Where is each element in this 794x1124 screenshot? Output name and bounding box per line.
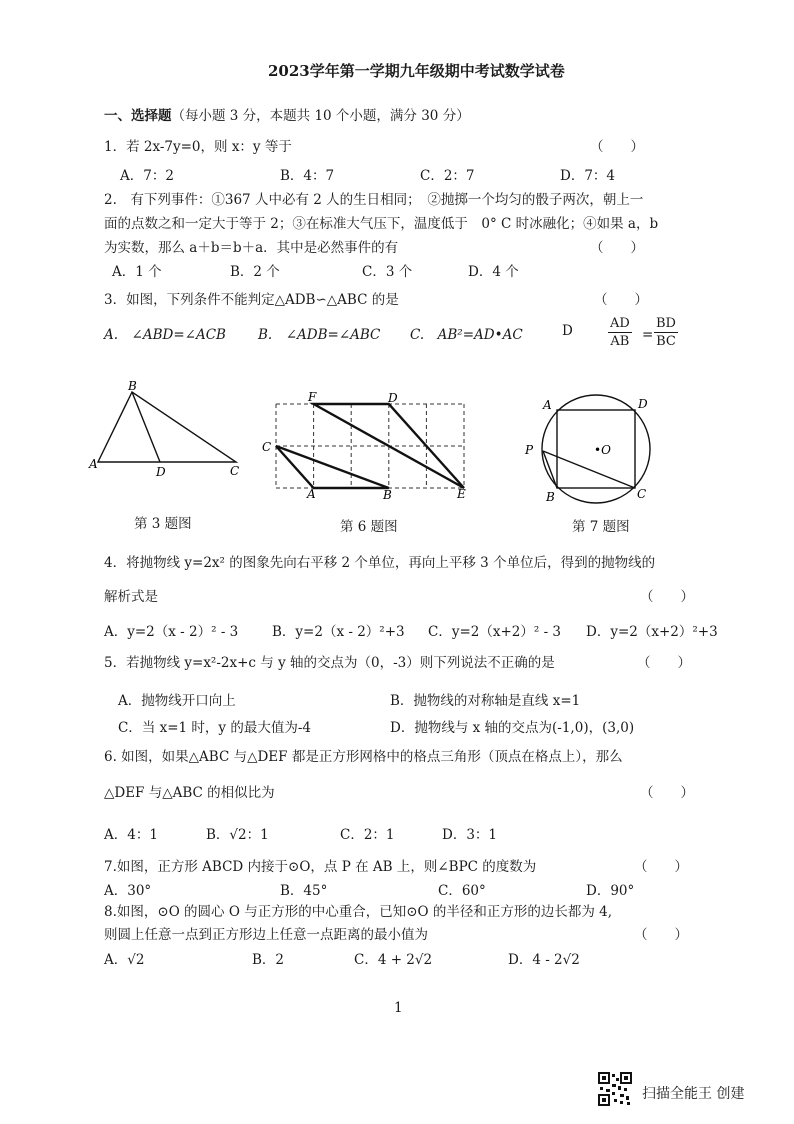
q6-option-b: B．√2：1 [206, 827, 269, 843]
fig3-segment-bd [132, 392, 160, 462]
section-heading: 一、选择题 [104, 108, 172, 124]
q1-option-d: D．7：4 [560, 168, 616, 184]
q3-option-a: A. ∠ABD=∠ACB [104, 327, 226, 343]
q3-frac-right-den: BC [656, 334, 676, 349]
figure-7-circle [520, 380, 660, 510]
fig7-label-a: A [543, 398, 552, 412]
q8-option-c: C．4 + 2√2 [354, 952, 433, 968]
scanner-watermark: 扫描全能王 创建 [642, 1086, 745, 1102]
q3-bracket: （ ） [594, 292, 648, 308]
q3-frac-left-num: AD [610, 316, 630, 331]
q4-option-c: C．y=2（x+2）² - 3 [428, 624, 562, 640]
q4-option-a: A．y=2（x - 2）² - 3 [104, 624, 239, 640]
fig6-dashed-grid [276, 404, 464, 488]
figure-3-triangle [88, 380, 248, 480]
q8-option-a: A．√2 [104, 952, 145, 968]
q7-option-c: C．60° [438, 883, 486, 899]
q7-stem: 7.如图，正方形 ABCD 内接于⊙O，点 P 在 AB 上，则∠BPC 的度数为 [104, 859, 537, 875]
q1-option-a: A．7：2 [120, 168, 174, 184]
q6-option-a: A．4：1 [104, 827, 158, 843]
fig7-label-c: C [637, 487, 647, 501]
fig7-label-d: D [638, 397, 648, 411]
q1-option-b: B．4：7 [280, 168, 335, 184]
q7-bracket: （ ） [634, 859, 688, 875]
q3-frac-left-den: AB [610, 334, 630, 349]
q5-stem: 5．若抛物线 y=x²-2x+c 与 y 轴的交点为（0，-3）则下列说法不正确的是 [104, 655, 555, 671]
q2-option-d: D．4 个 [468, 264, 519, 280]
figure-7-caption: 第 7 题图 [572, 519, 630, 535]
fig3-label-b: B [128, 380, 137, 393]
q6-option-c: C．2：1 [340, 827, 395, 843]
fig6-label-e: E [457, 487, 466, 500]
fig7-segment-pb [543, 451, 557, 488]
page-title: 2023学年第一学期九年级期中考试数学试卷 [268, 62, 565, 80]
qr-code-icon [598, 1072, 632, 1106]
fig6-label-f: F [308, 390, 317, 404]
q8-bracket: （ ） [634, 927, 688, 943]
fig7-label-o: •O [594, 443, 611, 457]
q6-line-2: △DEF 与△ABC 的相似比为 [104, 785, 275, 801]
q6-bracket: （ ） [640, 785, 694, 801]
fig3-label-a: A [89, 457, 98, 471]
q3-stem: 3．如图，下列条件不能判定△ADB∽△ABC 的是 [104, 292, 399, 308]
q3-frac-equals: = [642, 327, 654, 343]
figure-6-grid [258, 390, 478, 500]
q5-option-c: C．当 x=1 时，y 的最大值为-4 [118, 720, 311, 736]
q3-frac-right-num: BD [656, 316, 676, 331]
q5-option-d: D．抛物线与 x 轴的交点为(-1,0)，(3,0) [390, 720, 635, 736]
fig3-label-c: C [230, 464, 240, 478]
fig6-label-d: D [388, 391, 398, 405]
q5-bracket: （ ） [637, 655, 691, 671]
q2-option-b: B．2 个 [230, 264, 280, 280]
q7-option-d: D．90° [586, 883, 635, 899]
fig6-label-c: C [262, 440, 272, 454]
q3-fraction-right [654, 316, 678, 349]
q4-option-d: D．y=2（x+2）²+3 [586, 624, 718, 640]
q8-option-b: B．2 [252, 952, 285, 968]
q2-option-a: A．1 个 [112, 264, 162, 280]
q7-option-b: B．45° [280, 883, 328, 899]
q4-line-1: 4．将抛物线 y=2x² 的图象先向右平移 2 个单位，再向上平移 3 个单位后，得到的抛物线的 [104, 555, 656, 571]
q3-option-d: D [562, 323, 573, 339]
q2-bracket: （ ） [590, 240, 644, 256]
q4-option-b: B．y=2（x - 2）²+3 [272, 624, 405, 640]
page-number: 1 [394, 1000, 403, 1016]
figure-3-caption: 第 3 题图 [134, 516, 192, 532]
q7-option-a: A．30° [104, 883, 152, 899]
q1-option-c: C．2：7 [420, 168, 475, 184]
q1-bracket: （ ） [590, 139, 644, 155]
q4-bracket: （ ） [640, 589, 694, 605]
fig7-label-p: P [525, 443, 534, 457]
q1-stem: 1．若 2x-7y=0，则 x：y 等于 [104, 139, 292, 155]
q2-line-3: 为实数，那么 a＋b＝b＋a．其中是必然事件的有 [104, 240, 399, 256]
section-header [104, 104, 470, 124]
q3-option-c: C. AB²=AD•AC [410, 327, 523, 343]
q4-line-2: 解析式是 [104, 589, 158, 605]
section-note: （每小题 3 分，本题共 10 个小题，满分 30 分） [171, 108, 470, 124]
q6-line-1: 6. 如图，如果△ABC 与△DEF 都是正方形网格中的格点三角形（顶点在格点上），那么 [104, 749, 623, 765]
q8-option-d: D．4 - 2√2 [508, 952, 580, 968]
q2-line-1: 2. 有下列事件：①367 人中必有 2 人的生日相同； ②抛掷一个均匀的骰子两次，朝上一 [104, 192, 644, 208]
fig6-triangle-abc [276, 446, 389, 488]
q3-option-b: B. ∠ADB=∠ABC [258, 327, 381, 343]
q6-option-d: D．3：1 [442, 827, 498, 843]
fig7-label-b: B [546, 490, 555, 504]
q2-option-c: C．3 个 [362, 264, 413, 280]
fig3-label-d: D [156, 465, 166, 479]
figure-6-caption: 第 6 题图 [340, 519, 398, 535]
q3-fraction-left [608, 316, 632, 349]
q5-option-b: B．抛物线的对称轴是直线 x=1 [390, 693, 581, 709]
q8-line-1: 8.如图，⊙O 的圆心 O 与正方形的中心重合，已知⊙O 的半径和正方形的边长都为 4, [104, 904, 613, 920]
fig6-label-b: B [383, 488, 392, 500]
q5-option-a: A．抛物线开口向上 [118, 693, 236, 709]
q2-line-2: 面的点数之和一定大于等于 2；③在标准大气压下，温度低于 0° C 时冰融化；④如果 a，b [104, 216, 659, 232]
fig6-label-a: A [307, 487, 316, 500]
fig3-triangle-abc [98, 392, 236, 462]
q8-line-2: 则圆上任意一点到正方形边上任意一点距离的最小值为 [104, 927, 428, 943]
